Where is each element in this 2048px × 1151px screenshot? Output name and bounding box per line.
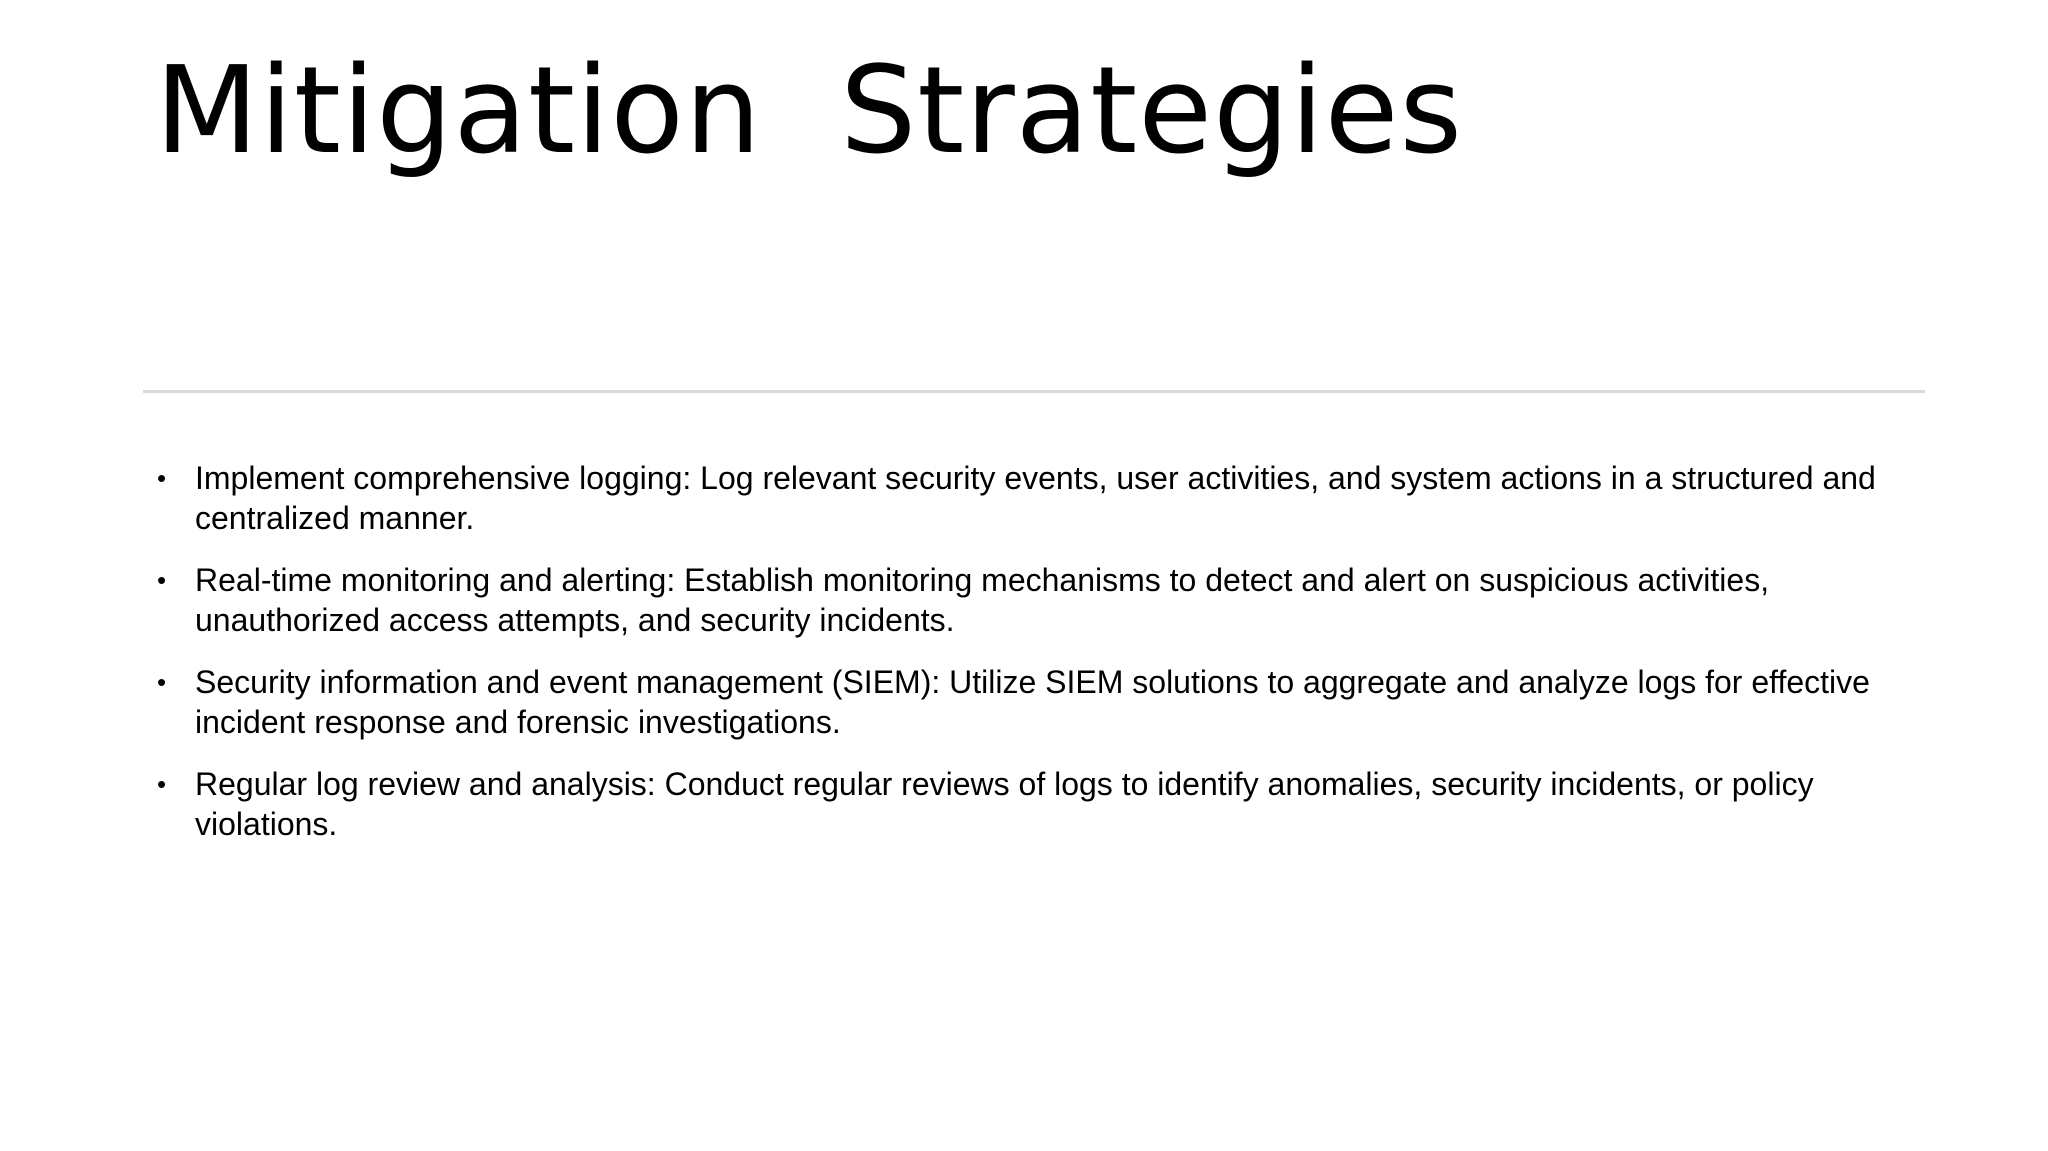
- bullet-text: Real-time monitoring and alerting: Establish monitoring mechanisms to detect and alert on suspicious activities, unauthorized access attempts, and security incidents.: [195, 562, 1770, 638]
- bullet-text: Regular log review and analysis: Conduct regular reviews of logs to identify anomalies, security incidents, or policy violations.: [195, 766, 1814, 842]
- title-divider: [143, 390, 1925, 393]
- slide-title: Mitigation Strategies: [155, 42, 1463, 181]
- bullet-icon: •: [157, 565, 167, 595]
- bullet-item: [155, 560, 1915, 640]
- bullet-icon: •: [157, 463, 167, 493]
- bullet-text: Implement comprehensive logging: Log relevant security events, user activities, and system actions in a structured and centralized manner.: [195, 460, 1876, 536]
- bullet-item: [155, 764, 1915, 844]
- bullet-icon: •: [157, 667, 167, 697]
- bullet-icon: •: [157, 769, 167, 799]
- bullet-list: [155, 458, 1915, 866]
- bullet-item: [155, 662, 1915, 742]
- bullet-item: [155, 458, 1915, 538]
- bullet-text: Security information and event management (SIEM): Utilize SIEM solutions to aggregate and analyze logs for effective incident response and forensic investigations.: [195, 664, 1870, 740]
